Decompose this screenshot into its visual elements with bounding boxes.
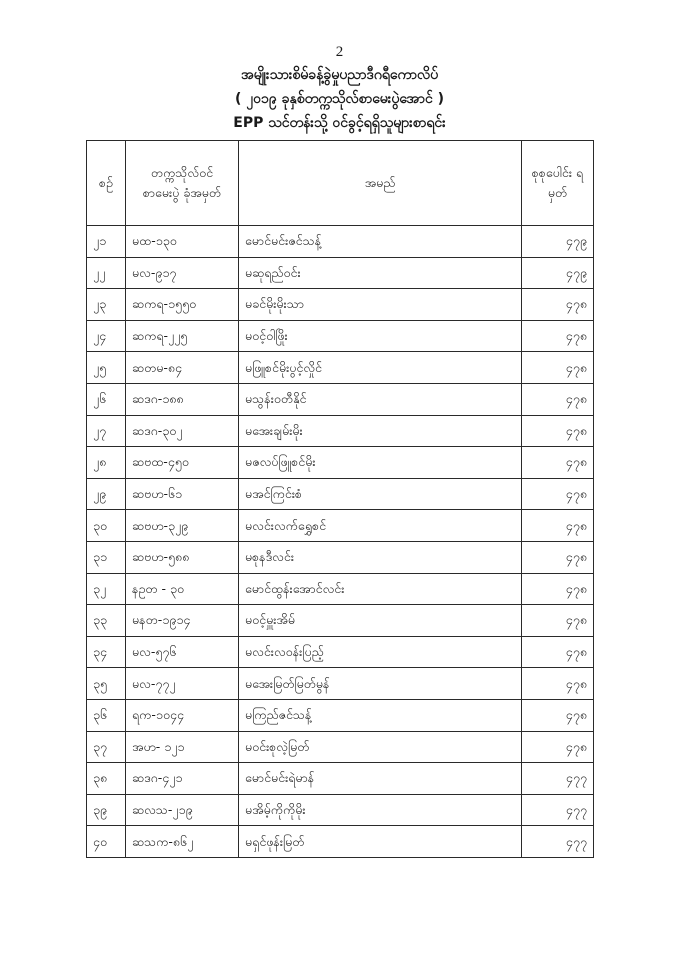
total-score-cell: ၄၇၈ — [522, 605, 594, 637]
serial-number-cell: ၂၉ — [87, 478, 126, 510]
serial-number-cell: ၂၁ — [87, 226, 126, 258]
student-name-cell: မောင်မင်းရဲမာန် — [239, 763, 522, 795]
student-name-cell: မောင်မင်းဇင်သန့် — [239, 226, 522, 258]
table-row — [87, 226, 594, 258]
total-score-cell: ၄၇၈ — [522, 668, 594, 700]
header-exam-seat-number: တက္ကသိုလ်ဝင် စာမေးပွဲ ခုံအမှတ် — [126, 141, 239, 226]
serial-number-cell: ၂၆ — [87, 383, 126, 415]
seat-number-cell: ဆသက-၈၆၂ — [126, 826, 239, 858]
total-score-cell: ၄၇၈ — [522, 415, 594, 447]
header-name: အမည် — [239, 141, 522, 226]
total-score-cell: ၄၇၈ — [522, 510, 594, 542]
table-row — [87, 573, 594, 605]
seat-number-cell: ဆဗဟ-၆၁ — [126, 478, 239, 510]
seat-number-cell: မထ-၁၃၀ — [126, 226, 239, 258]
student-name-cell: မအိမ့်ကိုကိုမိုး — [239, 794, 522, 826]
table-row — [87, 320, 594, 352]
table-row — [87, 668, 594, 700]
serial-number-cell: ၃၄ — [87, 636, 126, 668]
table-row — [87, 763, 594, 795]
table-row — [87, 541, 594, 573]
document-subtitle: ( ၂၀၁၉ ခုနှစ်တက္ကသိုလ်စာမေးပွဲအောင် ) — [234, 91, 445, 107]
seat-number-cell: ဆတမ-၈၄ — [126, 352, 239, 384]
student-name-cell: မဖြူစင်မိုးပွင့်လှိုင် — [239, 352, 522, 384]
document-title: အမျိုးသားစိမ်ခန့်ခွဲမှုပညာဒီဂရီကောလိပ် — [240, 67, 439, 83]
total-score-cell: ၄၇၈ — [522, 541, 594, 573]
table-header-row — [87, 141, 594, 226]
student-name-cell: မဇလပ်ဖြူစင်မိုး — [239, 447, 522, 479]
serial-number-cell: ၃၉ — [87, 794, 126, 826]
student-name-cell: မခင်မိုးမိုးသာ — [239, 289, 522, 321]
total-score-cell: ၄၇၉ — [522, 257, 594, 289]
student-name-cell: မသွန်းဝတီနိုင် — [239, 383, 522, 415]
table-row — [87, 447, 594, 479]
total-score-cell: ၄၇၈ — [522, 478, 594, 510]
student-name-cell: မရှင်ဖုန်းမြတ် — [239, 826, 522, 858]
serial-number-cell: ၃၃ — [87, 605, 126, 637]
total-score-cell: ၄၇၉ — [522, 226, 594, 258]
table-row — [87, 794, 594, 826]
table-row — [87, 510, 594, 542]
seat-number-cell: ဆလသ-၂၁၉ — [126, 794, 239, 826]
seat-number-cell: ဆဗဟ-၅၈၈ — [126, 541, 239, 573]
seat-number-cell: အဟ- ၁၂၁ — [126, 731, 239, 763]
total-score-cell: ၄၇၈ — [522, 699, 594, 731]
table-row — [87, 826, 594, 858]
table-body — [87, 226, 594, 858]
student-name-cell: မလင်းလက်ရွှေစင် — [239, 510, 522, 542]
serial-number-cell: ၃၇ — [87, 731, 126, 763]
total-score-cell: ၄၇၈ — [522, 447, 594, 479]
student-name-cell: မလင်းလဝန်းပြည့် — [239, 636, 522, 668]
student-name-cell: မဝင့်မှူးအိမ် — [239, 605, 522, 637]
serial-number-cell: ၄၀ — [87, 826, 126, 858]
serial-number-cell: ၂၃ — [87, 289, 126, 321]
serial-number-cell: ၂၅ — [87, 352, 126, 384]
table-row — [87, 257, 594, 289]
serial-number-cell: ၂၈ — [87, 447, 126, 479]
seat-number-cell: ဆဒဂ-၁၈၈ — [126, 383, 239, 415]
seat-number-cell: ဆကရ-၁၅၅၀ — [126, 289, 239, 321]
student-name-cell: မဝင့်ဝါဖြိုး — [239, 320, 522, 352]
admission-list-table — [86, 140, 594, 858]
table-row — [87, 478, 594, 510]
table-row — [87, 605, 594, 637]
total-score-cell: ၄၇၈ — [522, 352, 594, 384]
table-row — [87, 731, 594, 763]
student-name-cell: မဝင်းစုလဲ့မြတ် — [239, 731, 522, 763]
seat-number-cell: ဆဒဂ-၄၂၁ — [126, 763, 239, 795]
serial-number-cell: ၃၁ — [87, 541, 126, 573]
header-total-score: စုစုပေါင်း ရမှတ် — [522, 141, 594, 226]
table-row — [87, 289, 594, 321]
seat-number-cell: မလ-၅၇၆ — [126, 636, 239, 668]
total-score-cell: ၄၇၈ — [522, 320, 594, 352]
student-name-cell: မအေးချမ်းမိုး — [239, 415, 522, 447]
serial-number-cell: ၂၇ — [87, 415, 126, 447]
table-row — [87, 352, 594, 384]
header-serial-number: စဉ် — [87, 141, 126, 226]
serial-number-cell: ၂၂ — [87, 257, 126, 289]
total-score-cell: ၄၇၇ — [522, 826, 594, 858]
total-score-cell: ၄၇၈ — [522, 636, 594, 668]
seat-number-cell: မလ-၉၁၇ — [126, 257, 239, 289]
student-name-cell: မောင်ထွန်းအောင်လင်း — [239, 573, 522, 605]
serial-number-cell: ၂၄ — [87, 320, 126, 352]
serial-number-cell: ၃၆ — [87, 699, 126, 731]
seat-number-cell: မလ-၇၇၂ — [126, 668, 239, 700]
total-score-cell: ၄၇၇ — [522, 763, 594, 795]
total-score-cell: ၄၇၈ — [522, 731, 594, 763]
student-name-cell: မဆုရည်ဝင်း — [239, 257, 522, 289]
seat-number-cell: ဆကရ-၂၂၅ — [126, 320, 239, 352]
student-name-cell: မစုနဒီလင်း — [239, 541, 522, 573]
serial-number-cell: ၃၅ — [87, 668, 126, 700]
student-name-cell: မအေးမြတ်မြတ်မွန် — [239, 668, 522, 700]
student-name-cell: မကြည်ဇင်သန့် — [239, 699, 522, 731]
serial-number-cell: ၃၀ — [87, 510, 126, 542]
total-score-cell: ၄၇၇ — [522, 794, 594, 826]
table-row — [87, 699, 594, 731]
total-score-cell: ၄၇၈ — [522, 289, 594, 321]
seat-number-cell: ဆဗဟ-၃၂၉ — [126, 510, 239, 542]
table-row — [87, 636, 594, 668]
table-row — [87, 383, 594, 415]
seat-number-cell: ဆဗထ-၄၅၀ — [126, 447, 239, 479]
total-score-cell: ၄၇၈ — [522, 383, 594, 415]
document-list-title: EPP သင်တန်းသို့ ဝင်ခွင့်ရရှိသူများစာရင်း — [233, 115, 446, 131]
serial-number-cell: ၃၂ — [87, 573, 126, 605]
serial-number-cell: ၃၈ — [87, 763, 126, 795]
seat-number-cell: ဆဒဂ-၃၀၂ — [126, 415, 239, 447]
seat-number-cell: နဥတ - ၃၀ — [126, 573, 239, 605]
seat-number-cell: ရက-၁၀၄၄ — [126, 699, 239, 731]
seat-number-cell: မနတ-၁၉၁၄ — [126, 605, 239, 637]
table-row — [87, 415, 594, 447]
total-score-cell: ၄၇၈ — [522, 573, 594, 605]
page-number: 2 — [335, 44, 344, 60]
student-name-cell: မအင်ကြင်းစံ — [239, 478, 522, 510]
